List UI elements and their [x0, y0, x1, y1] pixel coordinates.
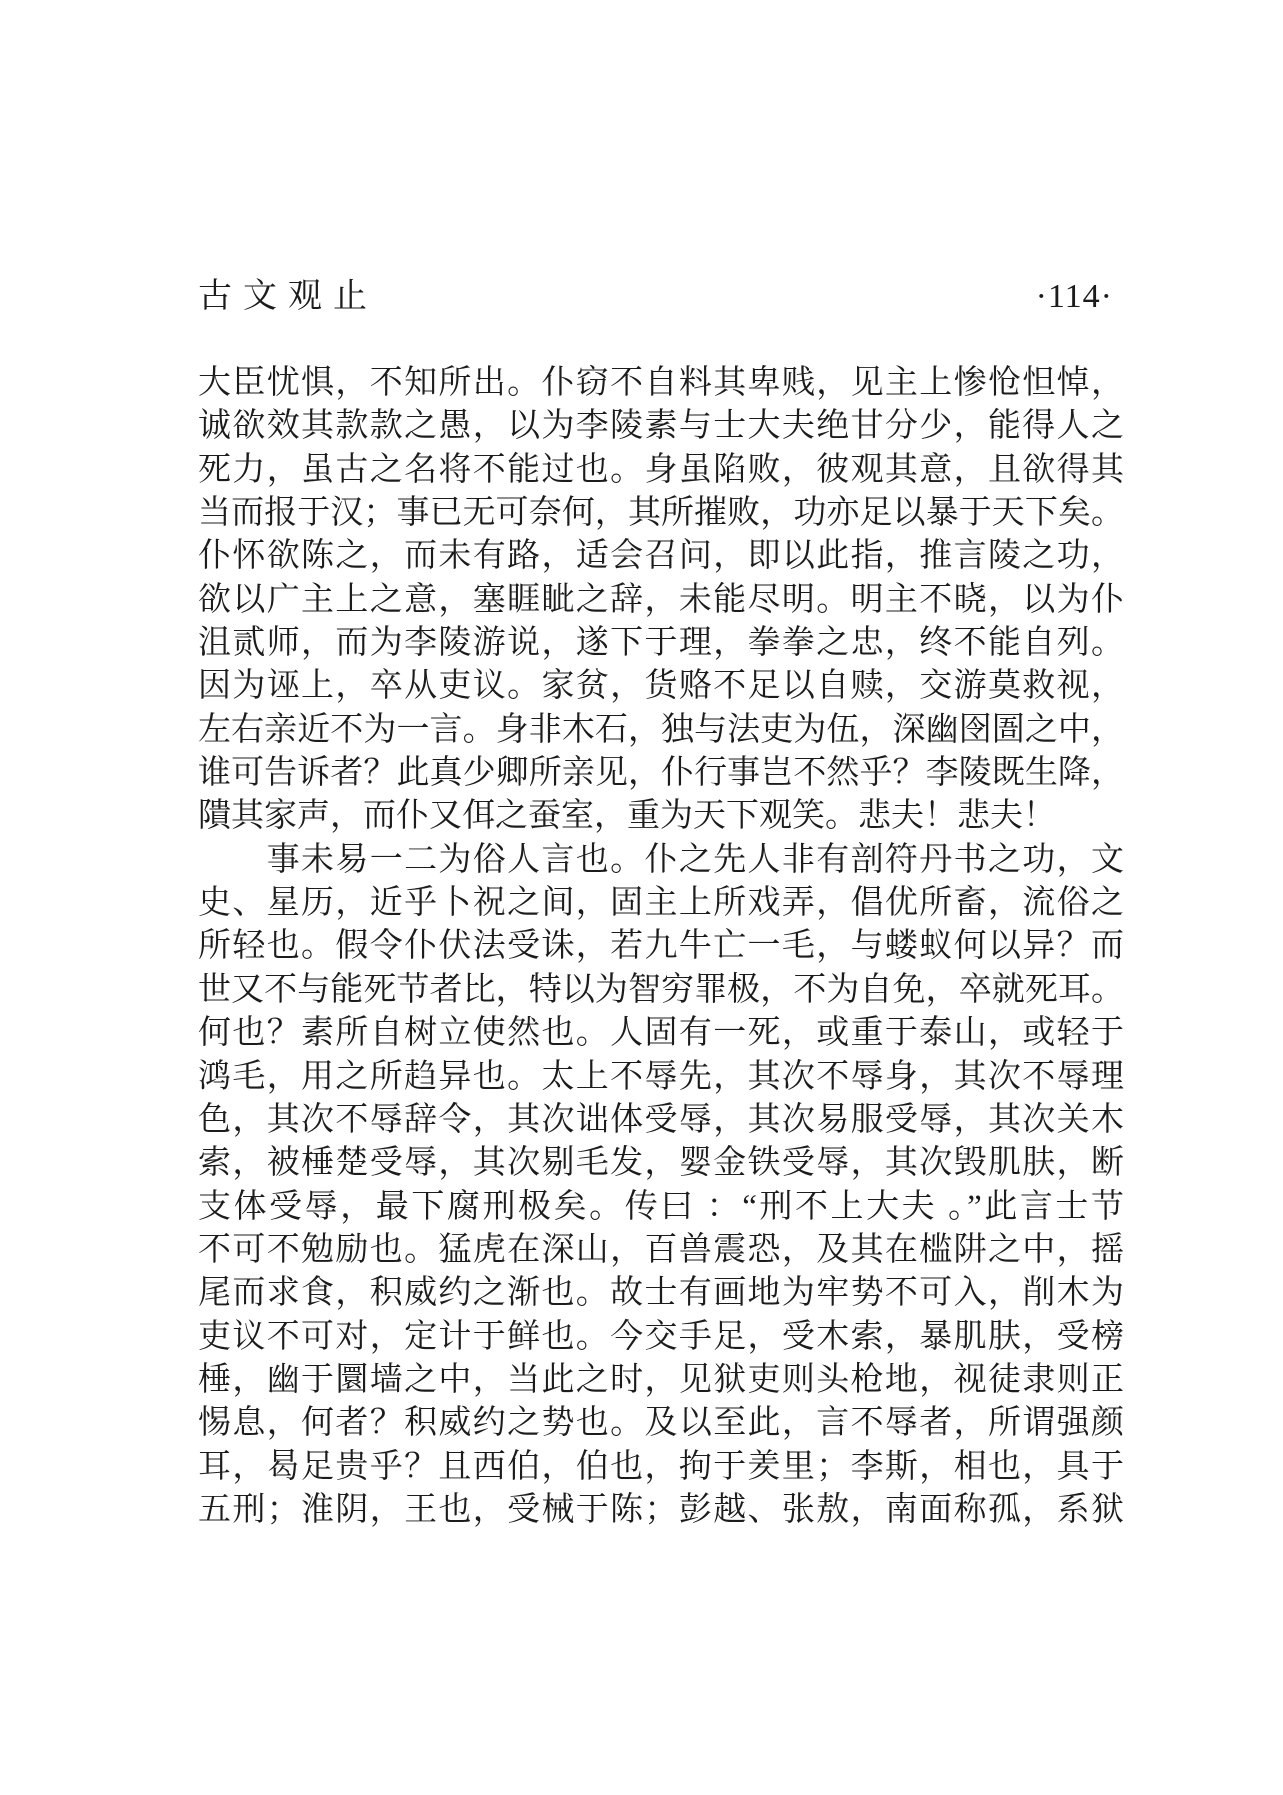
text-line: 惕息，何者？积威约之势也。及以至此，言不辱者，所谓强颜 — [198, 1405, 1124, 1442]
text-line: 死力，虽古之名将不能过也。身虽陷败，彼观其意，且欲得其 — [198, 451, 1124, 488]
text-line: 何也？素所自树立使然也。人固有一死，或重于泰山，或轻于 — [198, 1015, 1124, 1052]
body-text — [198, 362, 1124, 1532]
text-line: 事未易一二为俗人言也。仆之先人非有剖符丹书之功，文 — [198, 841, 1124, 878]
text-line: 诚欲效其款款之愚，以为李陵素与士大夫绝甘分少，能得人之 — [198, 408, 1124, 445]
text-line: 当而报于汉；事已无可奈何，其所摧败，功亦足以暴于天下矣。 — [198, 495, 1124, 532]
text-line: 索，被棰楚受辱，其次剔毛发，婴金铁受辱，其次毁肌肤，断 — [198, 1145, 1124, 1182]
page-header — [198, 268, 1113, 317]
paragraph — [198, 362, 1124, 839]
paragraph — [198, 839, 1124, 1533]
text-line: 因为诬上，卒从吏议。家贫，货赂不足以自赎，交游莫救视， — [198, 668, 1124, 705]
text-line: 鸿毛，用之所趋异也。太上不辱先，其次不辱身，其次不辱理 — [198, 1058, 1124, 1095]
text-line: 史、星历，近乎卜祝之间，固主上所戏弄，倡优所畜，流俗之 — [198, 885, 1124, 922]
text-line: 支体受辱，最下腐刑极矣。传曰 ：“刑不上大夫 。”此言士节 — [198, 1188, 1124, 1225]
text-line: 谁可告诉者？此真少卿所亲见，仆行事岂不然乎？李陵既生降， — [198, 755, 1124, 792]
text-line: 不可不勉励也。猛虎在深山，百兽震恐，及其在槛阱之中，摇 — [198, 1231, 1124, 1268]
text-line: 大臣忧惧，不知所出。仆窃不自料其卑贱，见主上惨怆怛悼， — [198, 365, 1124, 401]
text-line: 欲以广主上之意，塞睚眦之辞，未能尽明。明主不晓，以为仆 — [198, 581, 1124, 618]
text-line: 沮贰师，而为李陵游说，遂下于理，拳拳之忠，终不能自列。 — [198, 625, 1124, 662]
book-title: 古文观止 — [198, 278, 378, 315]
page-number: ·114· — [1035, 278, 1113, 315]
text-line: 色，其次不辱辞令，其次诎体受辱，其次易服受辱，其次关木 — [198, 1101, 1124, 1138]
text-line: 耳，曷足贵乎？且西伯，伯也，拘于羑里；李斯，相也，具于 — [198, 1448, 1124, 1485]
text-line: 尾而求食，积威约之渐也。故士有画地为牢势不可入，削木为 — [198, 1275, 1124, 1312]
text-line: 吏议不可对，定计于鲜也。今交手足，受木索，暴肌肤，受榜 — [198, 1318, 1124, 1355]
text-line: 五刑；淮阴，王也，受械于陈；彭越、张敖，南面称孤，系狱 — [198, 1491, 1124, 1528]
text-line: 仆怀欲陈之，而未有路，适会召问，即以此指，推言陵之功， — [198, 538, 1124, 575]
text-line: 棰，幽于圜墙之中，当此之时，见狱吏则头枪地，视徒隶则正 — [198, 1361, 1124, 1398]
text-line: 世又不与能死节者比，特以为智穷罪极，不为自免，卒就死耳。 — [198, 971, 1124, 1008]
text-line: 左右亲近不为一言。身非木石，独与法吏为伍，深幽囹圄之中， — [198, 711, 1124, 748]
text-line: 隤其家声，而仆又佴之蚕室，重为天下观笑。悲夫！悲夫！ — [198, 798, 1056, 835]
text-line: 所轻也。假令仆伏法受诛，若九牛亡一毛，与蝼蚁何以异？而 — [198, 928, 1124, 965]
